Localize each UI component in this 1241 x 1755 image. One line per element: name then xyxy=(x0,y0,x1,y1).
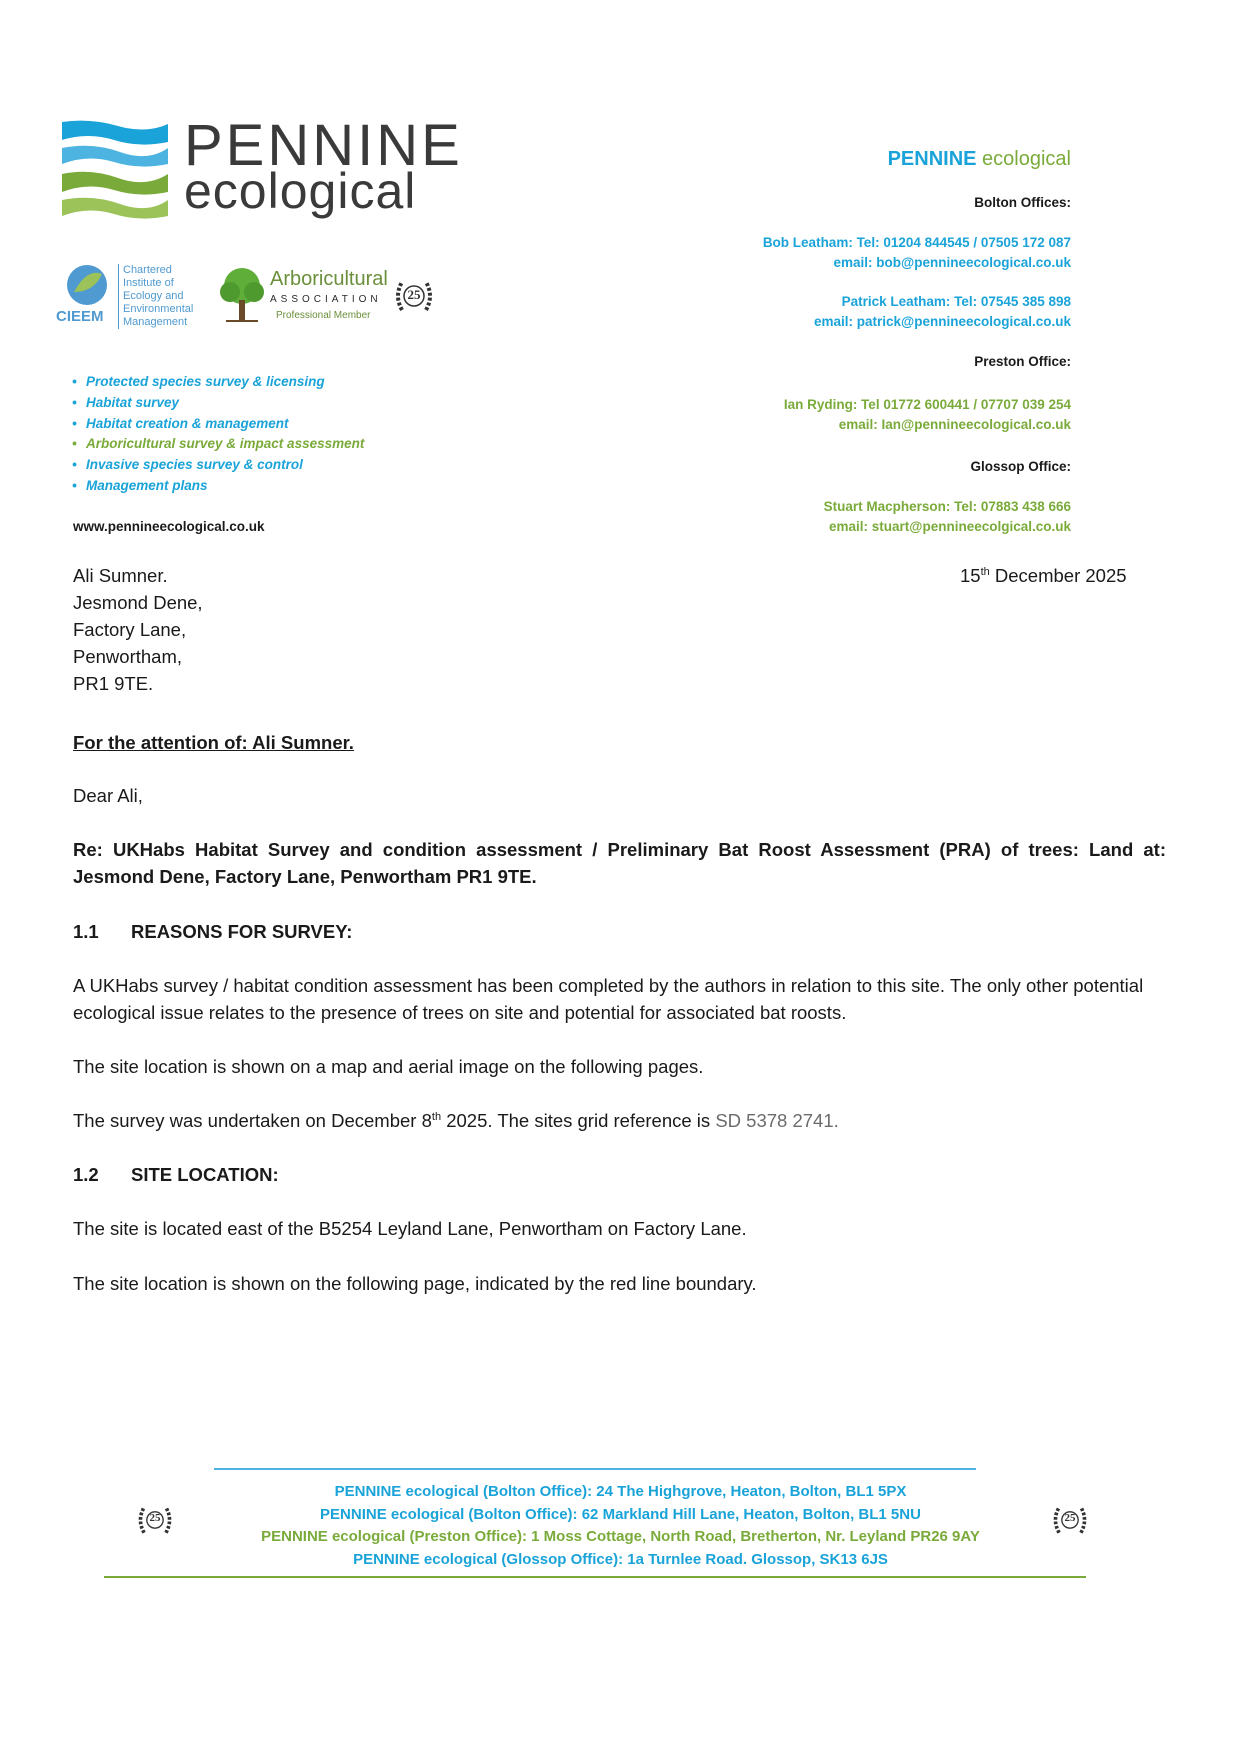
stuart-tel: Stuart Macpherson: Tel: 07883 438 666 xyxy=(823,499,1071,514)
footer-anniversary-left xyxy=(135,1500,175,1545)
bob-email[interactable]: email: bob@pennineecological.co.uk xyxy=(833,255,1071,270)
grid-reference: SD 5378 2741. xyxy=(715,1110,839,1131)
service-item: • Management plans xyxy=(70,476,364,497)
anniversary-number: 25 xyxy=(149,1512,161,1524)
service-item: • Arboricultural survey & impact assessment xyxy=(70,434,364,455)
arb-member: Professional Member xyxy=(276,310,371,321)
arb-sub: ASSOCIATION xyxy=(270,294,382,305)
paragraph: A UKHabs survey / habitat condition assessment has been completed by the authors in relation to this site. The only other potential ecological issue relates to the presence of trees on site and potential for associated bat roosts. xyxy=(73,975,1144,1023)
section-heading-location: 1.2 SITE LOCATION: xyxy=(73,1164,279,1185)
service-item: • Habitat creation & management xyxy=(70,414,364,435)
bolton-heading: Bolton Offices: xyxy=(974,195,1071,210)
cieem-name: Chartered Institute of Ecology and Environmental Management xyxy=(118,264,193,329)
cieem-abbr: CIEEM xyxy=(56,308,104,325)
service-item: • Protected species survey & licensing xyxy=(70,372,364,393)
logo-word-ecological: ecological xyxy=(184,163,417,219)
address-line: Jesmond Dene, xyxy=(73,592,203,613)
salutation: Dear Ali, xyxy=(73,785,143,806)
footer-anniversary-right xyxy=(1050,1500,1090,1545)
anniversary-badge xyxy=(392,274,436,318)
paragraph: The survey was undertaken on December 8th 2025. The sites grid reference is SD 5378 2741. xyxy=(73,1110,839,1131)
website-link[interactable]: www.pennineecological.co.uk xyxy=(73,519,265,534)
footer-line: PENNINE ecological (Glossop Office): 1a Turnlee Road. Glossop, SK13 6JS xyxy=(353,1550,888,1568)
footer-divider-bottom xyxy=(104,1576,1086,1578)
arboricultural-badge xyxy=(218,266,388,328)
logo-word-pennine: PENNINE xyxy=(184,113,463,178)
cieem-leaf-icon xyxy=(64,262,110,308)
footer-line: PENNINE ecological (Bolton Office): 62 Markland Hill Lane, Heaton, Bolton, BL1 5NU xyxy=(320,1505,921,1523)
patrick-email[interactable]: email: patrick@pennineecological.co.uk xyxy=(814,314,1071,329)
recipient-address xyxy=(73,562,203,697)
company-logo xyxy=(62,113,463,230)
paragraph: The site is located east of the B5254 Leyland Lane, Penwortham on Factory Lane. xyxy=(73,1218,747,1239)
cieem-badge xyxy=(56,262,206,330)
wave-logo-icon xyxy=(62,118,174,230)
letter-date: 15th December 2025 xyxy=(960,565,1127,586)
bob-tel: Bob Leatham: Tel: 01204 844545 / 07505 172 087 xyxy=(762,235,1071,250)
header-brand: PENNINE ecological xyxy=(887,148,1071,170)
paragraph: The site location is shown on a map and aerial image on the following pages. xyxy=(73,1056,704,1077)
anniversary-number: 25 xyxy=(1064,1512,1076,1524)
glossop-heading: Glossop Office: xyxy=(970,459,1071,474)
service-item: • Habitat survey xyxy=(70,393,364,414)
ian-tel: Ian Ryding: Tel 01772 600441 / 07707 039 254 xyxy=(783,397,1071,412)
address-line: Penwortham, xyxy=(73,646,182,667)
ian-email[interactable]: email: Ian@pennineecological.co.uk xyxy=(838,417,1071,432)
arb-title: Arboricultural xyxy=(270,268,388,290)
address-line: Factory Lane, xyxy=(73,619,187,640)
paragraph: The site location is shown on the following page, indicated by the red line boundary. xyxy=(73,1273,757,1294)
footer-line: PENNINE ecological (Preston Office): 1 Moss Cottage, North Road, Bretherton, Nr. Leyland PR26 9AY xyxy=(261,1528,980,1545)
anniversary-number: 25 xyxy=(407,287,421,302)
address-line: PR1 9TE. xyxy=(73,673,154,694)
preston-heading: Preston Office: xyxy=(974,354,1071,369)
patrick-tel: Patrick Leatham: Tel: 07545 385 898 xyxy=(841,294,1071,309)
stuart-email[interactable]: email: stuart@pennineecolgical.co.uk xyxy=(829,519,1071,534)
footer-divider-top xyxy=(214,1468,976,1470)
section-heading-reasons: 1.1 REASONS FOR SURVEY: xyxy=(73,921,353,942)
address-line: Ali Sumner. xyxy=(73,565,168,586)
services-list xyxy=(70,372,364,497)
attention-line: For the attention of: Ali Sumner. xyxy=(73,732,354,753)
tree-icon xyxy=(218,266,266,326)
footer-line: PENNINE ecological (Bolton Office): 24 The Highgrove, Heaton, Bolton, BL1 5PX xyxy=(334,1483,907,1500)
subject-line: Re: UKHabs Habitat Survey and condition assessment / Preliminary Bat Roost Assessment (PRA) of trees: Land at: Jesmond Dene, Factory Lane, Penwortham PR1 9TE. xyxy=(73,839,1166,887)
service-item: • Invasive species survey & control xyxy=(70,455,364,476)
